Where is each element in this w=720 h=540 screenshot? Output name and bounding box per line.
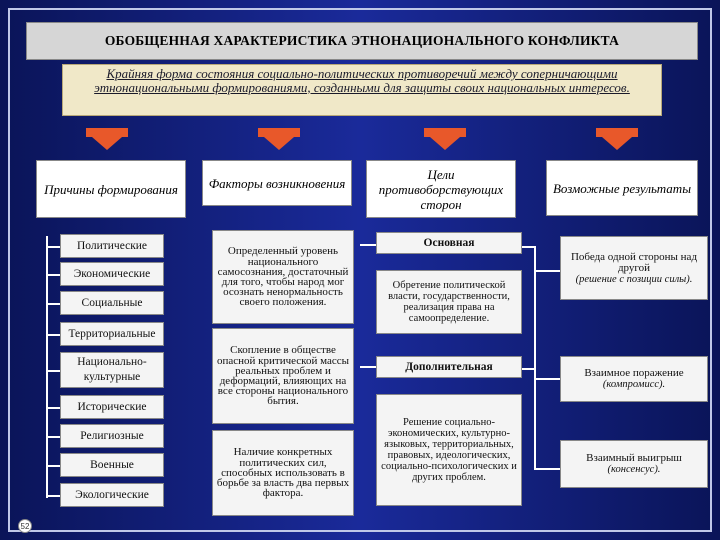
arrow-down-icon — [258, 128, 300, 152]
definition-box: Крайняя форма состояния социально-политических противоречий между соперничающими этнонациональными формированиями, созданными для защиты своих национальных интересов. — [62, 64, 662, 116]
connector — [522, 246, 536, 248]
result-item — [560, 440, 708, 488]
connector — [46, 465, 60, 467]
result-note: (консенсус). — [607, 464, 661, 475]
goal-main-label: Основная — [376, 232, 522, 254]
cause-item: Территориальные — [60, 322, 164, 346]
cause-item: Исторические — [60, 395, 164, 419]
connector — [534, 246, 536, 470]
connector — [46, 246, 60, 248]
page-number: 52 — [18, 519, 32, 533]
connector — [46, 436, 60, 438]
factor-item: Скопление в обществе опасной критической массы реальных проблем и деформаций, влияющих на все стороны национального бытия. — [212, 328, 354, 424]
result-note: (компромисс). — [602, 379, 666, 390]
arrow-down-icon — [424, 128, 466, 152]
result-text: Победа одной стороны над другой — [570, 250, 698, 274]
cause-item: Религиозные — [60, 424, 164, 448]
factor-item: Определенный уровень национального самосознания, достаточный для того, чтобы народ мог осознать ненормальность своего положения. — [212, 230, 354, 324]
connector — [360, 366, 376, 368]
slide-title: ОБОБЩЕННАЯ ХАРАКТЕРИСТИКА ЭТНОНАЦИОНАЛЬНОГО КОНФЛИКТА — [26, 22, 698, 60]
goal-extra-label: Дополнительная — [376, 356, 522, 378]
result-item — [560, 236, 708, 300]
result-text: Взаимный выигрыш — [586, 452, 682, 464]
connector — [46, 303, 60, 305]
column-header-factors: Факторы возникновения — [202, 160, 352, 206]
goal-main-text: Обретение политической власти, государственности, реализация права на самоопределение. — [376, 270, 522, 334]
result-text: Взаимное поражение — [584, 367, 684, 379]
connector — [360, 244, 376, 246]
cause-item: Экономические — [60, 262, 164, 286]
column-header-results: Возможные результаты — [546, 160, 698, 216]
connector — [46, 334, 60, 336]
goal-extra-text: Решение социально-экономических, культурно-языковых, территориальных, правовых, идеологических, социально-психологических и других проблем. — [376, 394, 522, 506]
connector — [534, 468, 560, 470]
arrow-down-icon — [596, 128, 638, 152]
arrow-down-icon — [86, 128, 128, 152]
cause-item: Политические — [60, 234, 164, 258]
result-note: (решение с позиции силы). — [575, 273, 693, 285]
result-item — [560, 356, 708, 402]
cause-item: Социальные — [60, 291, 164, 315]
connector — [534, 270, 560, 272]
column-header-causes: Причины формирования — [36, 160, 186, 218]
connector — [46, 407, 60, 409]
cause-item: Военные — [60, 453, 164, 477]
connector — [522, 368, 536, 370]
cause-item: Национально-культурные — [60, 352, 164, 388]
factor-item: Наличие конкретных политических сил, способных использовать в борьбе за власть два первых фактора. — [212, 430, 354, 516]
connector — [46, 370, 60, 372]
connector — [46, 495, 60, 497]
connector — [534, 378, 560, 380]
column-header-goals: Цели противоборствующих сторон — [366, 160, 516, 218]
connector — [46, 274, 60, 276]
cause-item: Экологические — [60, 483, 164, 507]
